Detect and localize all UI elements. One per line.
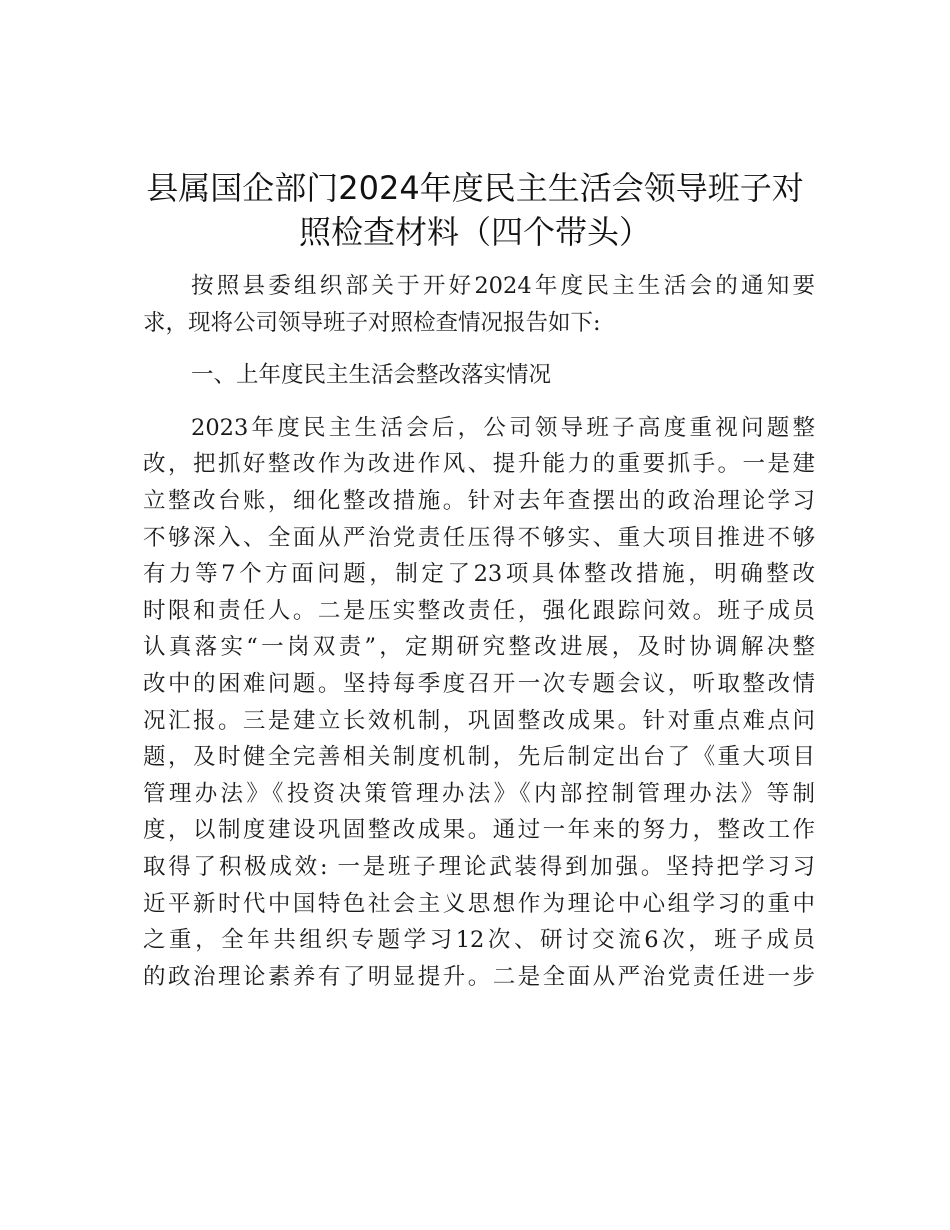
title-line-2: 照检查材料（四个带头） (298, 213, 651, 251)
section-heading (143, 357, 815, 394)
paragraph-line: 管理办法》《投资决策管理办法》《内部控制管理办法》等制 (143, 780, 815, 807)
paragraph-line: 的政治理论素养有了明显提升。二是全面从严治党责任进一步 (143, 963, 815, 990)
paragraph-line: 不够深入、全面从严治党责任压得不够实、重大项目推进不够 (143, 524, 815, 551)
paragraph-line: 立整改台账，细化整改措施。针对去年查摆出的政治理论学习 (143, 487, 815, 514)
paragraph-line: 认真落实“一岗双责”，定期研究整改进展，及时协调解决整 (143, 634, 815, 661)
intro-line: 求，现将公司领导班子对照检查情况报告如下: (143, 309, 601, 336)
paragraph-line: 题，及时健全完善相关制度机制，先后制定出台了《重大项目 (143, 744, 815, 771)
intro-paragraph (143, 268, 815, 341)
section-heading-text: 一、上年度民主生活会整改落实情况 (191, 362, 552, 389)
paragraph-line: 取得了积极成效: 一是班子理论武装得到加强。坚持把学习习 (143, 853, 815, 880)
intro-line: 按照县委组织部关于开好2024年度民主生活会的通知要 (191, 273, 815, 299)
paragraph-line: 况汇报。三是建立长效机制，巩固整改成果。针对重点难点问 (143, 707, 815, 734)
document-title (100, 166, 850, 254)
title-line-1: 县属国企部门2024年度民主生活会领导班子对 (146, 169, 804, 207)
paragraph-line: 有力等7个方面问题，制定了23项具体整改措施，明确整改 (143, 561, 815, 588)
body-paragraph (143, 410, 815, 996)
paragraph-line: 改，把抓好整改作为改进作风、提升能力的重要抓手。一是建 (143, 451, 815, 478)
paragraph-line: 2023年度民主生活会后，公司领导班子高度重视问题整 (191, 414, 815, 441)
paragraph-line: 改中的困难问题。坚持每季度召开一次专题会议，听取整改情 (143, 670, 815, 697)
paragraph-line: 之重，全年共组织专题学习12次、研讨交流6次，班子成员 (143, 927, 815, 954)
paragraph-line: 近平新时代中国特色社会主义思想作为理论中心组学习的重中 (143, 890, 815, 917)
document-body (143, 268, 815, 995)
paragraph-line: 度，以制度建设巩固整改成果。通过一年来的努力，整改工作 (143, 817, 815, 844)
paragraph-line: 时限和责任人。二是压实整改责任，强化跟踪问效。班子成员 (143, 597, 815, 624)
